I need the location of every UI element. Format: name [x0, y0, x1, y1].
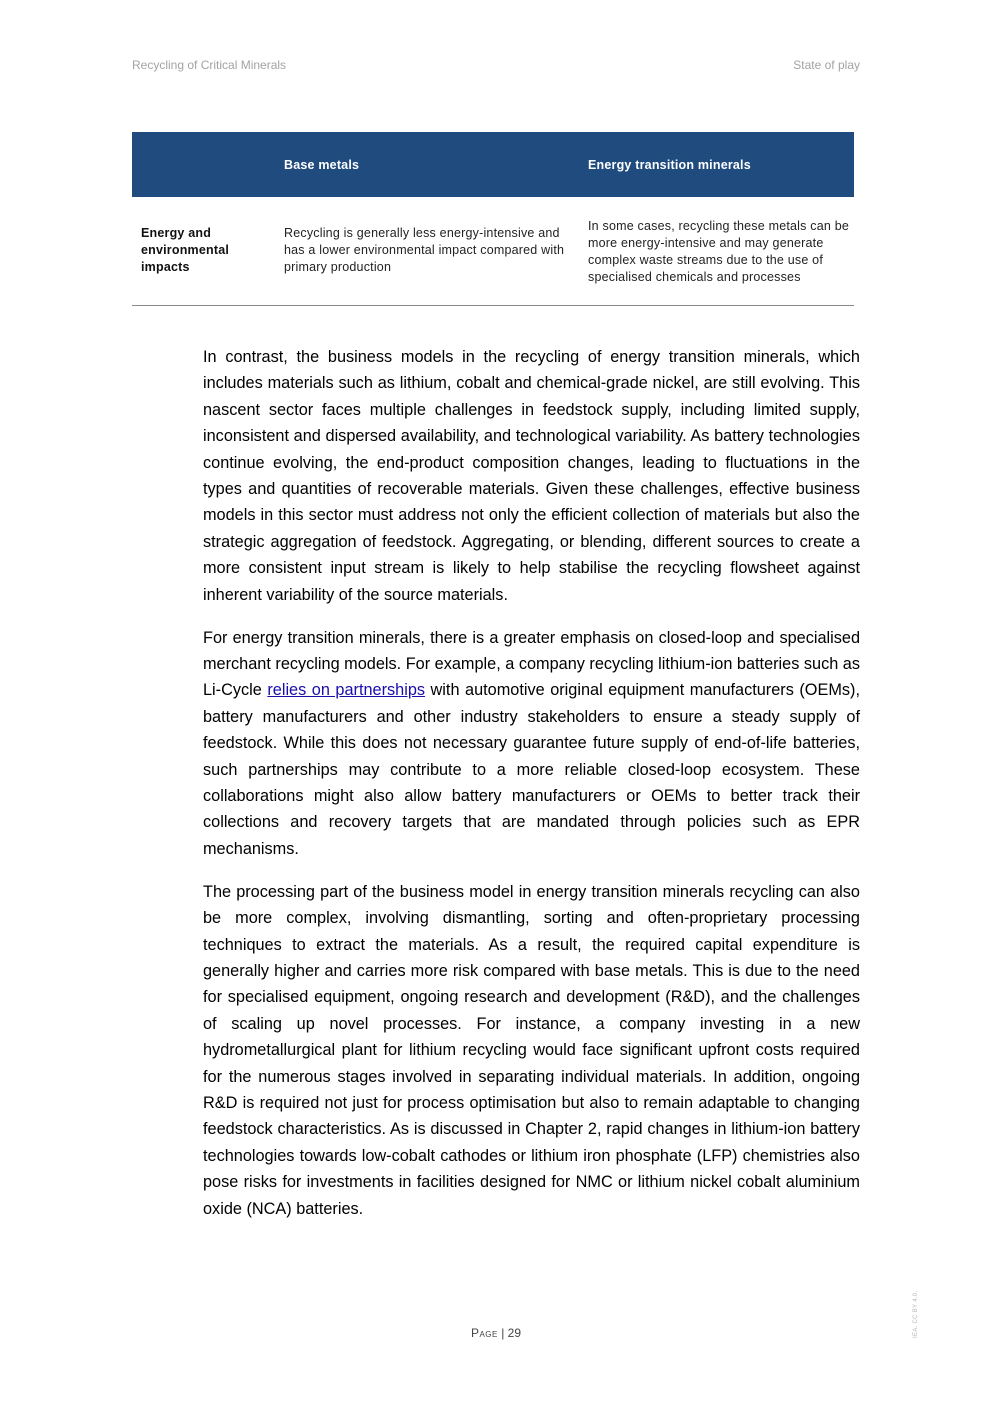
- body-text: [203, 344, 860, 1239]
- comparison-table-container: [132, 132, 854, 306]
- paragraph-closed-loop-text-start: For energy transition minerals, there is a greater emphasis on closed-loop and specialised merchant recycling models. For example, a company recycling lithium-ion batteries such as Li-Cycle: [203, 628, 860, 700]
- table-header-row: [132, 132, 854, 197]
- paragraph-closed-loop-text-end: with automotive original equipment manufacturers (OEMs), battery manufacturers and other industry stakeholders to ensure a steady supply of feedstock. While this does not necessary guarantee future supply of end-of-life batteries, such partnerships may contribute to a more reliable closed-loop ecosystem. These collaborations might also allow battery manufacturers or OEMs to better track their collections and recovery targets that are mandated through policies such as EPR mechanisms.: [203, 681, 860, 858]
- running-header-title: Recycling of Critical Minerals: [132, 58, 287, 72]
- page-footer: [0, 1326, 992, 1340]
- table-cell-energy-transition-minerals: In some cases, recycling these metals can be more energy-intensive and may generate complex waste streams due to the use of specialised chemicals and processes: [588, 218, 850, 284]
- license-mark: IEA. CC BY 4.0.: [913, 1290, 919, 1338]
- paragraph-closed-loop: [203, 625, 860, 863]
- table-header-energy-transition-minerals: Energy transition minerals: [588, 157, 751, 172]
- page-number: 29: [507, 1326, 522, 1340]
- paragraph-business-models: In contrast, the business models in the recycling of energy transition minerals, which includes materials such as lithium, cobalt and chemical-grade nickel, are still evolving. This nascent sector faces multiple challenges in feedstock supply, including limited supply, inconsistent and dispersed availability, and technological variability. As battery technologies continue evolving, the end-product composition changes, leading to fluctuations in the types and quantities of recoverable materials. Given these challenges, effective business models in this sector must address not only the efficient collection of materials but also the strategic aggregation of feedstock. Aggregating, or blending, different sources to create a more consistent input stream is likely to help stabilise the recycling flowsheet against inherent variability of the source materials.: [203, 348, 860, 604]
- table-cell-base-metals: Recycling is generally less energy-intensive and has a lower environmental impact compared with primary production: [284, 226, 565, 275]
- table-row-label: Energy and environmental impacts: [141, 226, 230, 275]
- page-label: Page: [470, 1326, 498, 1340]
- table-row: [132, 197, 854, 305]
- page-separator: |: [497, 1326, 508, 1340]
- partnerships-link[interactable]: relies on partnerships: [267, 681, 426, 700]
- table-header-base-metals: Base metals: [284, 157, 360, 172]
- running-header-section: State of play: [793, 58, 860, 72]
- comparison-table: [132, 132, 854, 306]
- paragraph-processing: The processing part of the business model in energy transition minerals recycling can also be more complex, involving dismantling, sorting and often-proprietary processing techniques to extract the materials. As a result, the required capital expenditure is generally higher and carries more risk compared with base metals. This is due to the need for specialised equipment, ongoing research and development (R&D), and the challenges of scaling up novel processes. For instance, a company investing in a new hydrometallurgical plant for lithium recycling would face significant upfront costs required for the numerous stages involved in separating individual materials. In addition, ongoing R&D is required not just for process optimisation but also to remain adaptable to changing feedstock characteristics. As is discussed in Chapter 2, rapid changes in lithium-ion battery technologies towards low-cobalt cathodes or lithium iron phosphate (LFP) chemistries also pose risks for investments in facilities designed for NMC or lithium nickel cobalt aluminium oxide (NCA) batteries.: [203, 882, 860, 1218]
- running-header: [132, 58, 860, 76]
